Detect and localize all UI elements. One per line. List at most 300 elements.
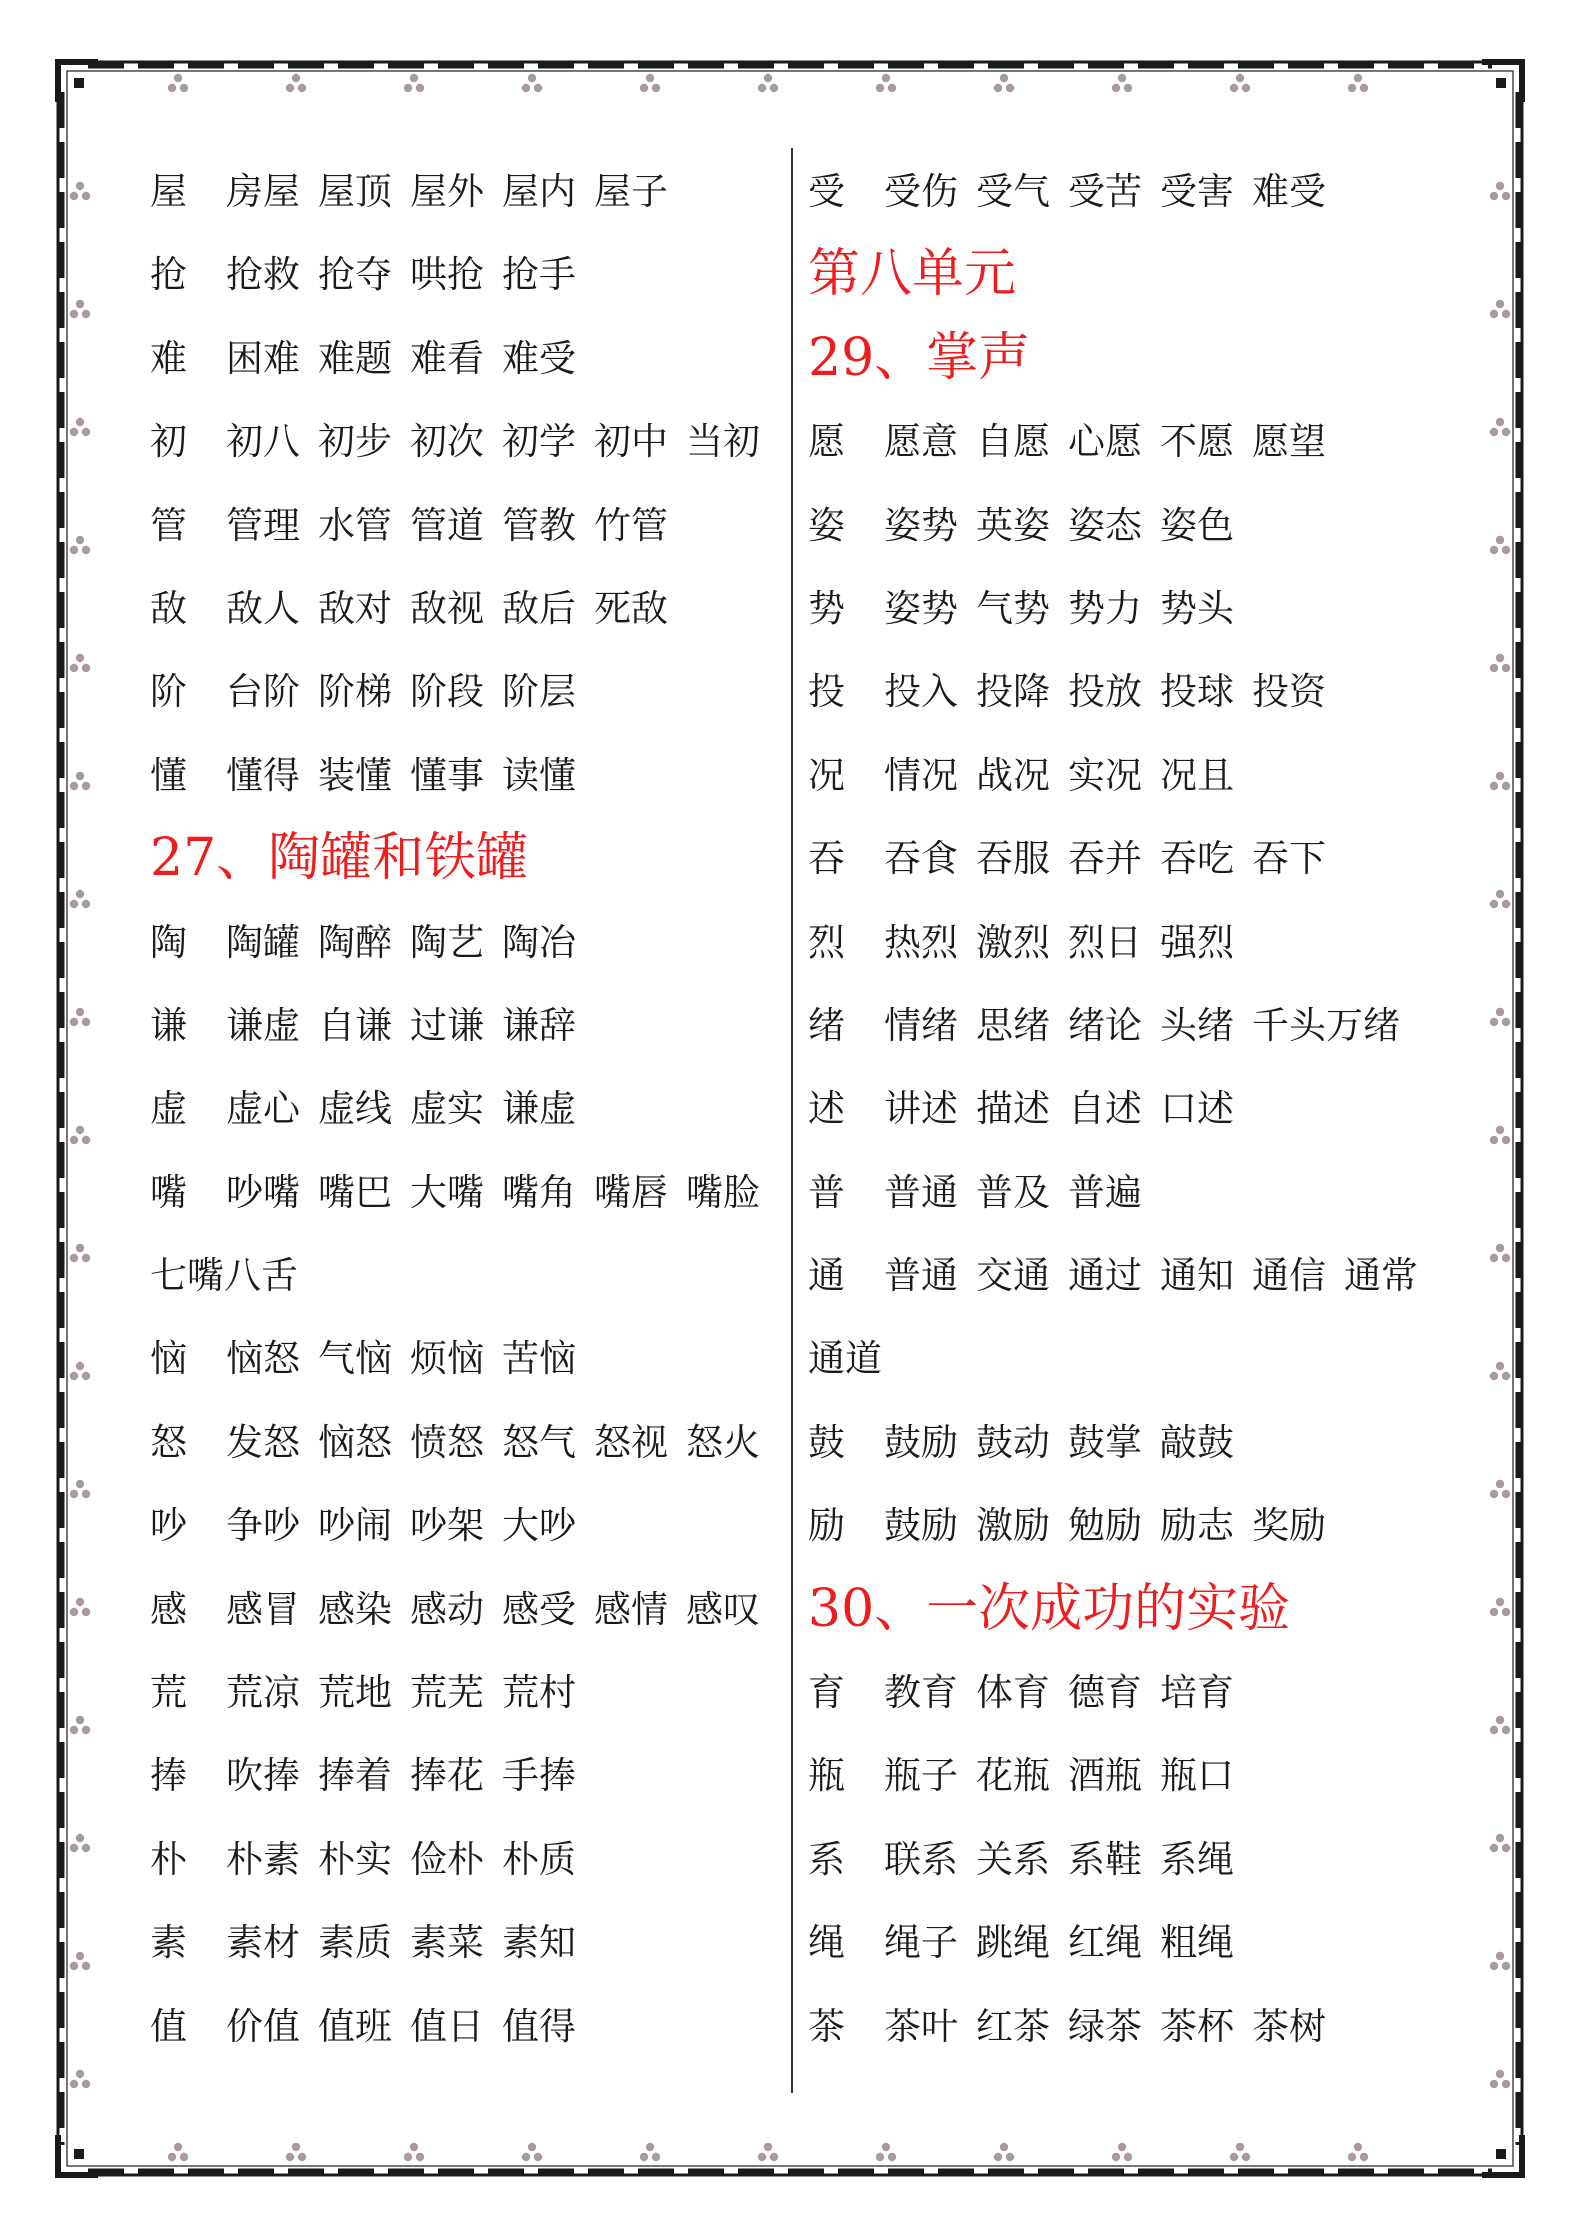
entry-word: 通道 (808, 1337, 882, 1381)
vocab-entry (808, 150, 1508, 233)
vocab-entry (150, 567, 780, 650)
border-dot (882, 2143, 890, 2151)
entry-word: 捧花 (410, 1754, 484, 1798)
entry-word: 实况 (1068, 753, 1142, 797)
border-dot (70, 1372, 78, 1380)
entry-word: 红绳 (1068, 1921, 1142, 1965)
right-column (808, 150, 1508, 2068)
entry-word: 心愿 (1068, 420, 1142, 464)
entry-character: 荒 (150, 1671, 187, 1715)
entry-word: 恼怒 (318, 1420, 392, 1464)
entry-word: 体育 (976, 1671, 1050, 1715)
entry-word: 手捧 (502, 1754, 576, 1798)
vocab-entry (150, 1151, 780, 1234)
entry-word: 受害 (1160, 170, 1234, 213)
border-dot (528, 2143, 536, 2151)
border-dot (1000, 74, 1008, 82)
entry-word: 素质 (318, 1921, 392, 1965)
entry-word: 鼓掌 (1068, 1420, 1142, 1464)
entry-word: 荒凉 (226, 1671, 300, 1715)
border-dot (76, 1598, 84, 1606)
entry-character: 恼 (150, 1337, 187, 1381)
entry-word: 虚心 (226, 1087, 300, 1131)
border-dot (1236, 2143, 1244, 2151)
entry-word: 吵闹 (318, 1504, 392, 1548)
entry-word: 难受 (1252, 170, 1326, 213)
entry-word: 花瓶 (976, 1754, 1050, 1798)
entry-character: 难 (150, 336, 187, 380)
entry-word: 姿态 (1068, 503, 1142, 547)
entry-character: 瓶 (808, 1754, 845, 1798)
entry-character: 感 (150, 1587, 187, 1631)
vocab-entry (808, 984, 1508, 1067)
border-dot (70, 664, 78, 672)
border-dot (82, 2080, 90, 2088)
entry-word: 陶醉 (318, 920, 392, 964)
vocab-entry (808, 1651, 1508, 1734)
entry-word: 陶罐 (226, 920, 300, 964)
entry-character: 初 (150, 420, 187, 464)
entry-word: 俭朴 (410, 1837, 484, 1881)
entry-word: 初学 (502, 420, 576, 464)
vocab-entry (808, 1234, 1508, 1317)
entry-word: 难题 (318, 336, 392, 380)
border-dot (292, 2143, 300, 2151)
entry-word: 陶冶 (502, 920, 576, 964)
border-dot (410, 74, 418, 82)
vocab-entry (150, 400, 780, 483)
entry-word: 气恼 (318, 1337, 392, 1381)
border-dot (82, 546, 90, 554)
vocab-entry (808, 1734, 1508, 1817)
entry-word: 培育 (1160, 1671, 1234, 1715)
vocab-entry (150, 1818, 780, 1901)
border-dot (82, 192, 90, 200)
vocab-entry (150, 650, 780, 733)
entry-word: 怒视 (594, 1420, 668, 1464)
entry-character: 绪 (808, 1003, 845, 1047)
entry-word: 感受 (502, 1587, 576, 1631)
entry-word: 过谦 (410, 1003, 484, 1047)
border-dot (70, 1962, 78, 1970)
entry-character: 吞 (808, 837, 845, 881)
entry-word: 投降 (976, 670, 1050, 714)
entry-word: 吹捧 (226, 1754, 300, 1798)
entry-word: 屋顶 (318, 170, 392, 213)
border-corner-square (1496, 2149, 1506, 2159)
border-dot (888, 2153, 896, 2161)
entry-word: 口述 (1160, 1087, 1234, 1131)
entry-word: 红茶 (976, 2004, 1050, 2048)
border-dot (174, 2143, 182, 2151)
border-dot (1236, 74, 1244, 82)
entry-word: 激励 (976, 1504, 1050, 1548)
entry-word: 投球 (1160, 670, 1234, 714)
vocab-entry (150, 1651, 780, 1734)
entry-word: 鼓动 (976, 1420, 1050, 1464)
entry-word: 愿意 (884, 420, 958, 464)
entry-character: 吵 (150, 1504, 187, 1548)
entry-word: 烈日 (1068, 920, 1142, 964)
border-dot (1242, 2153, 1250, 2161)
border-dot (1118, 2143, 1126, 2151)
border-dot (1496, 2070, 1504, 2078)
entry-character: 茶 (808, 2004, 845, 2048)
entry-word: 素菜 (410, 1921, 484, 1965)
entry-word: 吞吃 (1160, 837, 1234, 881)
entry-word: 酒瓶 (1068, 1754, 1142, 1798)
border-dot (70, 1726, 78, 1734)
border-dot (82, 428, 90, 436)
continuation-line (808, 1317, 1508, 1400)
entry-word: 热烈 (884, 920, 958, 964)
border-dot (286, 2153, 294, 2161)
border-dot (76, 1716, 84, 1724)
border-dot (76, 1008, 84, 1016)
entry-character: 怒 (150, 1420, 187, 1464)
vocab-entry (808, 1401, 1508, 1484)
section-heading: 29、掌声 (808, 327, 1031, 388)
entry-character: 嘴 (150, 1170, 187, 1214)
entry-word: 鼓励 (884, 1420, 958, 1464)
entry-word: 大吵 (502, 1504, 576, 1548)
entry-word: 阶层 (502, 670, 576, 714)
border-dot (82, 1372, 90, 1380)
entry-word: 水管 (318, 503, 392, 547)
entry-word: 情况 (884, 753, 958, 797)
entry-character: 管 (150, 503, 187, 547)
entry-word: 朴实 (318, 1837, 392, 1881)
entry-word: 发怒 (226, 1420, 300, 1464)
entry-word: 强烈 (1160, 920, 1234, 964)
entry-character: 素 (150, 1921, 187, 1965)
entry-word: 愤怒 (410, 1420, 484, 1464)
entry-word: 陶艺 (410, 920, 484, 964)
border-dot (70, 192, 78, 200)
entry-word: 屋外 (410, 170, 484, 213)
border-dot (652, 2153, 660, 2161)
border-dot (174, 74, 182, 82)
entry-word: 素材 (226, 1921, 300, 1965)
vocab-entry (150, 1568, 780, 1651)
entry-word: 感染 (318, 1587, 392, 1631)
border-corner-square (1496, 78, 1506, 88)
entry-word: 虚实 (410, 1087, 484, 1131)
border-dot (298, 2153, 306, 2161)
border-dot (1124, 84, 1132, 92)
border-dot (1490, 2080, 1498, 2088)
entry-character: 姿 (808, 503, 845, 547)
entry-word: 感动 (410, 1587, 484, 1631)
entry-word: 值班 (318, 2004, 392, 2048)
vocab-entry (150, 1901, 780, 1984)
vocab-entry (150, 1317, 780, 1400)
border-dot (1354, 2143, 1362, 2151)
entry-word: 况且 (1160, 753, 1234, 797)
entry-word: 屋子 (594, 170, 668, 213)
vocab-entry (150, 484, 780, 567)
entry-word: 瓶子 (884, 1754, 958, 1798)
border-dot (410, 2143, 418, 2151)
vocab-entry (808, 1484, 1508, 1567)
entry-word: 吞服 (976, 837, 1050, 881)
entry-word: 吞并 (1068, 837, 1142, 881)
vocab-entry (150, 734, 780, 817)
border-dot (82, 664, 90, 672)
entry-word: 系鞋 (1068, 1837, 1142, 1881)
border-dot (76, 1834, 84, 1842)
entry-character: 愿 (808, 420, 845, 464)
entry-word: 头绪 (1160, 1003, 1234, 1047)
border-dot (1502, 2080, 1510, 2088)
border-dot (180, 2153, 188, 2161)
border-dot (70, 1018, 78, 1026)
border-dot (1348, 84, 1356, 92)
border-dot (82, 1726, 90, 1734)
border-dot (298, 84, 306, 92)
entry-word: 嘴唇 (594, 1170, 668, 1214)
entry-word: 绿茶 (1068, 2004, 1142, 2048)
border-dot (70, 1608, 78, 1616)
border-dot (82, 1254, 90, 1262)
entry-word: 屋内 (502, 170, 576, 213)
vocab-entry (808, 1151, 1508, 1234)
entry-word: 普及 (976, 1170, 1050, 1214)
entry-word: 瓶口 (1160, 1754, 1234, 1798)
entry-word: 感情 (594, 1587, 668, 1631)
border-dot (286, 84, 294, 92)
entry-word: 敌视 (410, 586, 484, 630)
entry-word: 受气 (976, 170, 1050, 213)
entry-word: 抢救 (226, 253, 300, 297)
entry-word: 敌后 (502, 586, 576, 630)
column-divider (791, 148, 793, 2093)
entry-word: 嘴角 (502, 1170, 576, 1214)
vocab-entry (150, 233, 780, 316)
border-dot (82, 1608, 90, 1616)
entry-word: 受苦 (1068, 170, 1142, 213)
entry-word: 感冒 (226, 1587, 300, 1631)
entry-word: 通过 (1068, 1254, 1142, 1298)
border-dot (82, 1018, 90, 1026)
entry-word: 姿势 (884, 503, 958, 547)
entry-character: 懂 (150, 753, 187, 797)
border-dot (1006, 2153, 1014, 2161)
entry-word: 茶树 (1252, 2004, 1326, 2048)
border-dot (758, 2153, 766, 2161)
entry-word: 感叹 (686, 1587, 760, 1631)
border-dot (640, 2153, 648, 2161)
vocab-entry (150, 1484, 780, 1567)
continuation-line (150, 1234, 780, 1317)
border-dot (82, 1490, 90, 1498)
entry-word: 读懂 (502, 753, 576, 797)
entry-character: 屋 (150, 170, 187, 213)
border-dot (416, 2153, 424, 2161)
entry-character: 况 (808, 753, 845, 797)
entry-word: 自愿 (976, 420, 1050, 464)
entry-character: 励 (808, 1504, 845, 1548)
border-dot (70, 900, 78, 908)
entry-character: 绳 (808, 1921, 845, 1965)
border-dot (1112, 84, 1120, 92)
border-dot (70, 1490, 78, 1498)
entry-word: 跳绳 (976, 1921, 1050, 1965)
entry-word: 普遍 (1068, 1170, 1142, 1214)
vocab-entry (808, 650, 1508, 733)
entry-word: 思绪 (976, 1003, 1050, 1047)
entry-word: 千头万绪 (1252, 1003, 1400, 1047)
border-dot (652, 84, 660, 92)
border-dot (876, 84, 884, 92)
border-dot (994, 2153, 1002, 2161)
entry-word: 励志 (1160, 1504, 1234, 1548)
entry-word: 荒芜 (410, 1671, 484, 1715)
border-dot (764, 2143, 772, 2151)
entry-word: 通常 (1344, 1254, 1418, 1298)
border-dot (76, 1952, 84, 1960)
entry-character: 虚 (150, 1087, 187, 1131)
entry-word: 敌人 (226, 586, 300, 630)
entry-character: 阶 (150, 670, 187, 714)
border-dot (76, 536, 84, 544)
border-dot (994, 84, 1002, 92)
vocab-entry (808, 901, 1508, 984)
border-corner-square (74, 2149, 84, 2159)
border-dot (82, 310, 90, 318)
vocab-entry (808, 1901, 1508, 1984)
entry-word: 勉励 (1068, 1504, 1142, 1548)
border-dot (70, 546, 78, 554)
border-dot (76, 418, 84, 426)
entry-word: 交通 (976, 1254, 1050, 1298)
entry-word: 恼怒 (226, 1337, 300, 1381)
border-dot (882, 74, 890, 82)
entry-word: 势头 (1160, 586, 1234, 630)
border-dot (1242, 84, 1250, 92)
entry-word: 难看 (410, 336, 484, 380)
entry-word: 鼓励 (884, 1504, 958, 1548)
border-dot (76, 890, 84, 898)
border-dot (1230, 2153, 1238, 2161)
entry-word: 懂得 (226, 753, 300, 797)
entry-word: 死敌 (594, 586, 668, 630)
border-dot (1124, 2153, 1132, 2161)
vocab-entry (808, 484, 1508, 567)
vocab-entry (808, 1067, 1508, 1150)
border-dot (404, 2153, 412, 2161)
entry-character: 烈 (808, 920, 845, 964)
vocab-entry (150, 1067, 780, 1150)
border-dot (76, 772, 84, 780)
entry-character: 谦 (150, 1003, 187, 1047)
border-dot (1354, 74, 1362, 82)
entry-character: 普 (808, 1170, 845, 1214)
entry-word: 德育 (1068, 1671, 1142, 1715)
border-dot (1006, 84, 1014, 92)
border-dot (292, 74, 300, 82)
entry-word: 管教 (502, 503, 576, 547)
entry-word: 情绪 (884, 1003, 958, 1047)
section-heading: 30、一次成功的实验 (808, 1578, 1291, 1639)
border-dot (646, 2143, 654, 2151)
border-dot (1118, 74, 1126, 82)
vocab-entry (808, 1818, 1508, 1901)
entry-word: 讲述 (884, 1087, 958, 1131)
section-heading: 27、陶罐和铁罐 (150, 828, 529, 889)
border-dot (522, 84, 530, 92)
entry-word: 粗绳 (1160, 1921, 1234, 1965)
border-dot (168, 2153, 176, 2161)
entry-word: 懂事 (410, 753, 484, 797)
entry-character: 育 (808, 1671, 845, 1715)
border-dot (70, 1844, 78, 1852)
entry-word: 大嘴 (410, 1170, 484, 1214)
entry-word: 价值 (226, 2004, 300, 2048)
entry-word: 值得 (502, 2004, 576, 2048)
entry-character: 陶 (150, 920, 187, 964)
entry-character: 抢 (150, 253, 187, 297)
entry-word: 系绳 (1160, 1837, 1234, 1881)
entry-word: 受伤 (884, 170, 958, 213)
border-dot (76, 1480, 84, 1488)
vocab-entry (150, 984, 780, 1067)
entry-word: 愿望 (1252, 420, 1326, 464)
border-corner-square (74, 78, 84, 88)
entry-word: 素知 (502, 1921, 576, 1965)
entry-character: 通 (808, 1254, 845, 1298)
entry-word: 值日 (410, 2004, 484, 2048)
vocab-entry (150, 317, 780, 400)
entry-word: 关系 (976, 1837, 1050, 1881)
entry-word: 茶杯 (1160, 2004, 1234, 2048)
entry-character: 受 (808, 170, 845, 213)
entry-word: 当初 (686, 420, 760, 464)
entry-word: 初中 (594, 420, 668, 464)
entry-word: 激烈 (976, 920, 1050, 964)
border-dot (168, 84, 176, 92)
entry-word: 绪论 (1068, 1003, 1142, 1047)
entry-word: 自述 (1068, 1087, 1142, 1131)
entry-word: 谦虚 (226, 1003, 300, 1047)
border-dot (76, 1244, 84, 1252)
entry-word: 装懂 (318, 753, 392, 797)
entry-word: 嘴巴 (318, 1170, 392, 1214)
border-dot (1360, 2153, 1368, 2161)
entry-word: 管理 (226, 503, 300, 547)
border-dot (758, 84, 766, 92)
entry-word: 朴素 (226, 1837, 300, 1881)
section-heading: 第八单元 (808, 244, 1017, 305)
border-dot (770, 84, 778, 92)
border-dot (82, 1136, 90, 1144)
border-dot (528, 74, 536, 82)
border-dot (76, 182, 84, 190)
entry-word: 谦虚 (502, 1087, 576, 1131)
vocab-entry (150, 1985, 780, 2068)
entry-character: 值 (150, 2004, 187, 2048)
border-dot (1230, 84, 1238, 92)
border-dot (646, 74, 654, 82)
entry-character: 述 (808, 1087, 845, 1131)
entry-word: 英姿 (976, 503, 1050, 547)
vocab-entry (808, 734, 1508, 817)
vocab-entry (808, 1985, 1508, 2068)
entry-word: 初次 (410, 420, 484, 464)
entry-word: 捧着 (318, 1754, 392, 1798)
border-dot (1000, 2143, 1008, 2151)
entry-character: 捧 (150, 1754, 187, 1798)
